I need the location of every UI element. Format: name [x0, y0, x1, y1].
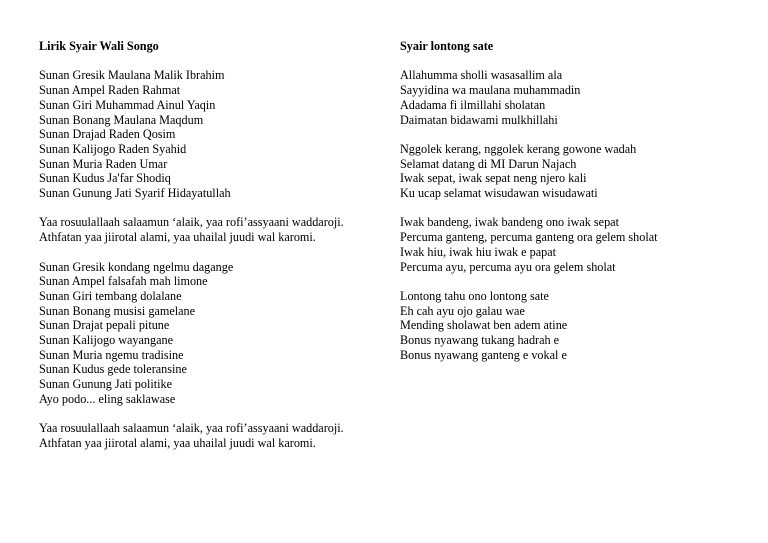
left-column: [39, 39, 389, 465]
lyric-line: Bonus nyawang tukang hadrah e: [400, 333, 560, 347]
lyric-line: Sunan Muria Raden Umar: [39, 156, 168, 171]
right-stanza-4: [400, 289, 750, 363]
lyric-line: Athfatan yaa jiirotal alami, yaa uhailal juudi wal karomi.: [39, 435, 316, 450]
lyric-line: Sunan Kudus gede toleransine: [39, 362, 187, 377]
lyric-line: Sayyidina wa maulana muhammadin: [400, 83, 581, 98]
lyric-line: Ayo podo... eling saklawase: [39, 391, 176, 406]
lyric-line: Iwak bandeng, iwak bandeng ono iwak sepat: [400, 215, 619, 230]
lyric-line: Yaa rosuulallaah salaamun ‘alaik, yaa rofi’assyaani waddaroji.: [39, 215, 344, 230]
lyric-line: Allahumma sholli wasasallim ala: [400, 68, 563, 83]
right-stanza-3: [400, 215, 750, 274]
lyric-line: Yaa rosuulallaah salaamun ‘alaik, yaa rofi’assyaani waddaroji.: [39, 421, 344, 436]
lyric-line: Selamat datang di MI Darun Najach: [400, 156, 577, 171]
lyric-line: Sunan Gresik Maulana Malik Ibrahim: [39, 68, 225, 83]
left-stanza-3: [39, 260, 389, 407]
lyric-line: Ku ucap selamat wisudawan wisudawati: [400, 186, 598, 200]
lyric-line: Iwak hiu, iwak hiu iwak e papat: [400, 244, 557, 259]
lyric-line: Sunan Bonang musisi gamelane: [39, 303, 196, 318]
lyric-line: Bonus nyawang ganteng e vokal e: [400, 347, 567, 362]
right-stanza-2: [400, 142, 750, 201]
left-stanza-4: [39, 421, 389, 450]
right-stanza-1: [400, 68, 750, 127]
lyric-line: Sunan Kudus Ja'far Shodiq: [39, 171, 171, 186]
lyric-line: Nggolek kerang, nggolek kerang gowone wadah: [400, 141, 637, 156]
lyric-line: Sunan Ampel falsafah mah limone: [39, 274, 208, 289]
lyric-line: Sunan Muria ngemu tradisine: [39, 347, 184, 362]
lyric-line: Sunan Drajad Raden Qosim: [39, 127, 176, 142]
lyric-line: Sunan Gunung Jati politike: [39, 377, 173, 392]
lyric-line: Percuma ayu, percuma ayu ora gelem sholat: [400, 259, 616, 274]
lyric-line: Daimatan bidawami mulkhillahi: [400, 112, 558, 127]
lyric-line: Sunan Kalijogo Raden Syahid: [39, 141, 187, 156]
left-title: Lirik Syair Wali Songo: [39, 39, 159, 53]
lyric-line: Sunan Ampel Raden Rahmat: [39, 83, 181, 98]
lyric-line: Mending sholawat ben adem atine: [400, 318, 568, 333]
lyric-line: Sunan Drajat pepali pitune: [39, 318, 170, 333]
lyric-line: Sunan Bonang Maulana Maqdum: [39, 112, 204, 127]
lyric-line: Sunan Giri tembang dolalane: [39, 288, 182, 303]
lyric-line: Adadama fi ilmillahi sholatan: [400, 97, 546, 112]
lyric-line: Sunan Gresik kondang ngelmu dagange: [39, 259, 234, 274]
lyric-line: Percuma ganteng, percuma ganteng ora gelem sholat: [400, 230, 658, 245]
lyric-line: Athfatan yaa jiirotal alami, yaa uhailal juudi wal karomi.: [39, 230, 316, 245]
right-column: [400, 39, 750, 377]
lyric-line: Sunan Kalijogo wayangane: [39, 333, 174, 348]
right-title: Syair lontong sate: [400, 39, 494, 53]
left-stanza-2: [39, 215, 389, 244]
lyric-line: Lontong tahu ono lontong sate: [400, 288, 549, 303]
lyric-line: Sunan Giri Muhammad Ainul Yaqin: [39, 97, 216, 112]
lyric-line: Iwak sepat, iwak sepat neng njero kali: [400, 171, 587, 186]
left-stanza-1: [39, 68, 389, 200]
lyric-line: Sunan Gunung Jati Syarif Hidayatullah: [39, 186, 231, 201]
lyric-line: Eh cah ayu ojo galau wae: [400, 303, 525, 318]
